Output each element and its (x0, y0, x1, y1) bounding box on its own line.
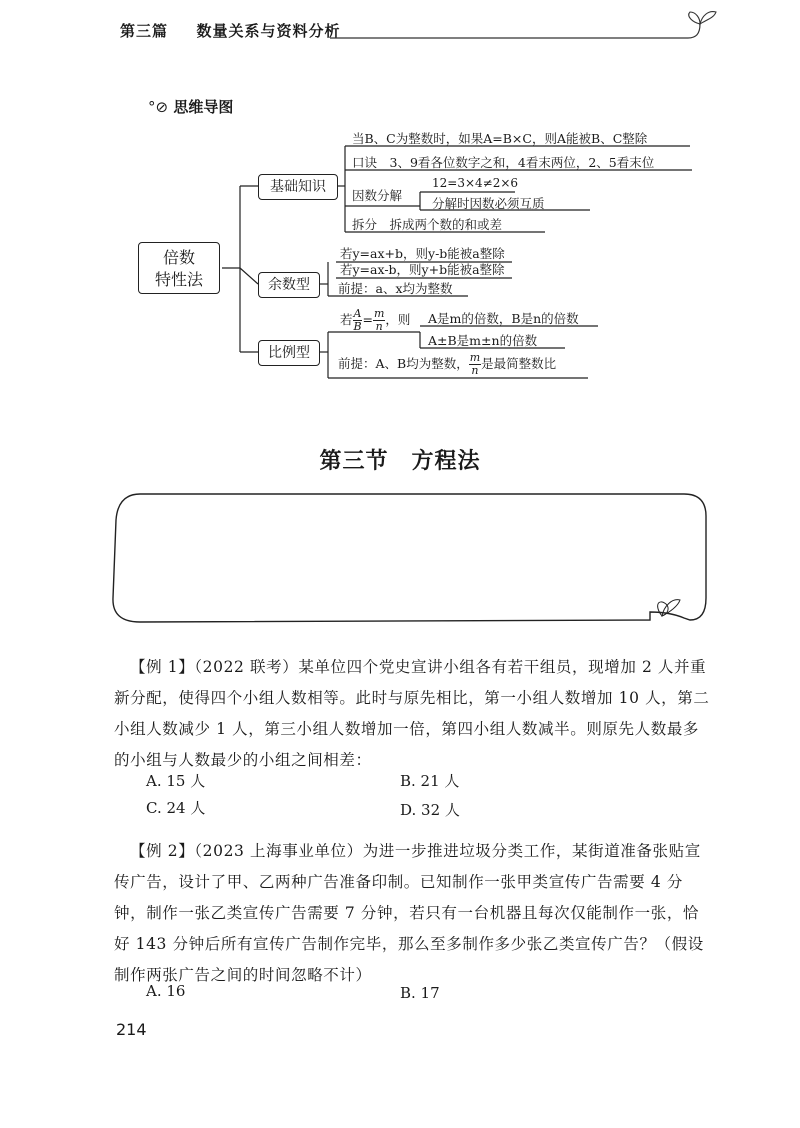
branch-ratio: 比例型 (258, 340, 320, 366)
example-2-option-a: A. 16 (146, 982, 186, 1000)
basic-split: 拆分 拆成两个数的和或差 (352, 217, 503, 232)
example-1-option-a: A. 15 人 (146, 772, 206, 790)
branch-basic: 基础知识 (258, 174, 338, 200)
ratio-result-multiples: A是m的倍数，B是n的倍数 (428, 311, 579, 326)
basic-factor-note: 分解时因数必须互质 (432, 196, 545, 211)
section-title: 第三节 方程法 (319, 448, 481, 474)
fraction-a-over-b: $\frac{A}{B}$ (353, 307, 362, 333)
part-title: 数量关系与资料分析 (196, 22, 341, 40)
example-2 (114, 836, 714, 991)
fraction-m-over-n: $\frac{m}{n}$ (373, 307, 385, 333)
example-1-option-b: B. 21 人 (400, 772, 460, 790)
mindmap-title: °⊘ 思维导图 (148, 98, 234, 116)
remainder-premise: 前提：a、x均为整数 (338, 281, 453, 296)
part-label: 第三篇 (120, 22, 169, 40)
mindmap-root: 倍数 特性法 (138, 242, 220, 294)
ratio-result-sum: A±B是m±n的倍数 (428, 333, 538, 348)
fraction-premise: $\frac{m}{n}$ (469, 351, 481, 377)
basic-factor-label: 因数分解 (352, 188, 403, 203)
basic-factor-example: 12=3×4≠2×6 (432, 176, 519, 190)
branch-remainder: 余数型 (258, 272, 320, 298)
example-1-text: （2022 联考）某单位四个党史宣讲小组各有若干组员，现增加 2 人并重新分配，使得四个小组人数相等。此时与原先相比，第一小组人数增加 10 人，第二小组人数减少 1 人，第三小组人数增加一倍，第四小组人数减半。则原先人数最多的小组与人数最少的小组之间相差： (114, 658, 710, 769)
example-2-option-b: B. 17 (400, 984, 440, 1002)
remainder-plus: 若y=ax+b，则y-b能被a整除 (340, 246, 505, 261)
example-1 (114, 652, 714, 776)
example-1-option-d: D. 32 人 (400, 801, 460, 819)
notes-frame (0, 480, 800, 640)
basic-rule: 当B、C为整数时，如果A=B×C，则A能被B、C整除 (352, 131, 648, 146)
example-1-option-c: C. 24 人 (146, 799, 206, 817)
basic-mnemonic: 口诀 3、9看各位数字之和，4看末两位，2、5看末位 (352, 155, 655, 170)
ratio-premise: 前提：A、B均为整数， $\frac{m}{n}$ 是最简整数比 (338, 351, 557, 377)
example-2-tag: 【例 2】 (130, 842, 195, 860)
remainder-minus: 若y=ax-b，则y+b能被a整除 (340, 262, 505, 277)
page-number: 214 (116, 1020, 147, 1039)
example-2-text: （2023 上海事业单位）为进一步推进垃圾分类工作，某街道准备张贴宣传广告，设计了甲、乙两种广告准备印制。已知制作一张甲类宣传广告需要 4 分钟，制作一张乙类宣传广告需要 7 分钟，若只有一台机器且每次仅能制作一张，恰好 143 分钟后所有宣传广告制作完毕，那么至多制作多少张乙类宣传广告？（假设制作两张广告之间的时间忽略不计） (114, 842, 704, 984)
mindmap-icon: °⊘ (148, 98, 169, 116)
ratio-condition: 若 $\frac{A}{B}$ = $\frac{m}{n}$ ，则 (340, 307, 411, 333)
example-1-tag: 【例 1】 (130, 658, 195, 676)
